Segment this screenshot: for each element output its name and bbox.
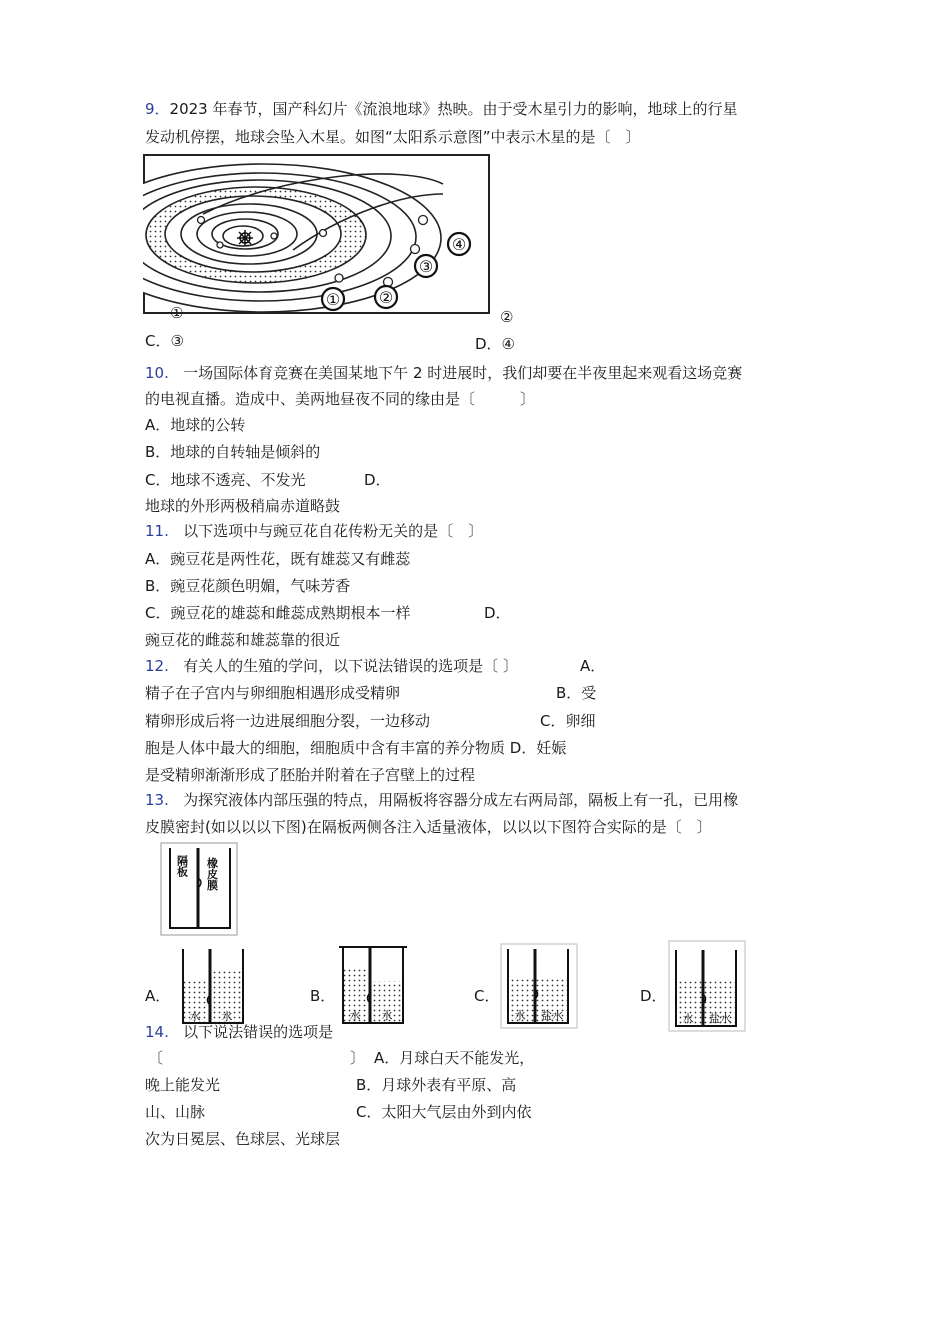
q11-option-b: B．豌豆花颜色明媚，气味芳香 [145, 577, 351, 595]
q9-line2: 发动机停摆，地球会坠入木星。如图“太阳系示意图”中表示木星的是〔 〕 [145, 128, 641, 146]
q14-line3-left: 晚上能发光 [145, 1076, 221, 1094]
q10-option-a: A．地球的公转 [145, 416, 246, 434]
membrane-label: 橡皮膜 [205, 857, 219, 891]
q12-line3: 精卵形成后将一边进展细胞分裂，一边移动 [145, 712, 431, 730]
beaker-c-left-liquid: 水 [514, 1009, 526, 1022]
sun-icon [237, 230, 253, 246]
beaker-c [500, 943, 578, 1029]
q9-line1: 9．2023 年春节，国产科幻片《流浪地球》热映。由于受木星引力的影响，地球上的行星 [145, 100, 738, 118]
beaker-a [177, 945, 249, 1027]
q11-number: 11. [145, 522, 169, 540]
q11-line1: 11. 以下选项中与豌豆花自花传粉无关的是〔 〕 [145, 522, 484, 540]
q11-option-d-label: D． [484, 604, 511, 622]
beaker-b [337, 943, 409, 1027]
beaker-c-right-liquid: 盐水 [541, 1009, 563, 1022]
beaker-a-left-liquid: 水 [189, 1010, 201, 1023]
q12-line1: 12. 有关人的生殖的学问，以下说法错误的选项是〔 〕 [145, 657, 518, 675]
q14-option-c: C．太阳大气层由外到内依 [356, 1103, 532, 1121]
beaker-a-right-liquid: 水 [221, 1010, 233, 1023]
q14-number: 14. [145, 1023, 169, 1041]
planet-label-2: ② [378, 288, 394, 307]
q14-bracket-open: 〔 [148, 1049, 164, 1067]
q14-bracket-close: 〕 [350, 1049, 366, 1067]
solar-system-figure [143, 154, 493, 320]
q13-line1: 13. 为探究液体内部压强的特点，用隔板将容器分成左右两局部，隔板上有一孔，已用橡 [145, 791, 739, 809]
q11-option-a: A．豌豆花是两性花，既有雄蕊又有雌蕊 [145, 550, 411, 568]
q12-line5: 是受精卵渐渐形成了胚胎并附着在子宫壁上的过程 [145, 766, 476, 784]
q14-line5: 次为日冕层、色球层、光球层 [145, 1130, 341, 1148]
q10-option-d-label: D． [364, 471, 391, 489]
beaker-b-left-liquid: 水 [349, 1009, 361, 1022]
q10-line1: 10. 一场国际体育竞赛在美国某地下午 2 时进展时，我们却要在半夜里起来观看这场竞赛 [145, 364, 743, 382]
q13-option-c-label: C． [474, 987, 500, 1005]
q13-option-d-label: D． [640, 987, 667, 1005]
q13-line2: 皮膜密封(如以以以下图)在隔板两侧各注入适量液体，以以以下图符合实际的是〔 〕 [145, 818, 712, 836]
beaker-b-right-liquid: 水 [381, 1009, 393, 1022]
q10-option-b: B．地球的自转轴是倾斜的 [145, 443, 321, 461]
q14-line4-left: 山、山脉 [145, 1103, 206, 1121]
q11-option-c: C．豌豆花的雄蕊和雌蕊成熟期根本一样 [145, 604, 411, 622]
beaker-d [668, 940, 746, 1032]
q9-number: 9． [145, 100, 170, 118]
q10-line2: 的电视直播。造成中、美两地昼夜不同的缘由是〔 〕 [145, 390, 536, 408]
planet-label-1: ① [325, 290, 341, 309]
planet-label-4: ④ [451, 235, 467, 254]
q12-line1-tail: A． [580, 657, 606, 675]
q9-option-a: ① [170, 304, 184, 322]
beaker-d-right-liquid: 盐水 [709, 1012, 731, 1025]
beaker-d-left-liquid: 水 [682, 1012, 694, 1025]
q13-option-a-label: A． [145, 987, 171, 1005]
q10-option-d-text: 地球的外形两极稍扁赤道略鼓 [145, 497, 341, 515]
partition-label: 隔板 [175, 855, 189, 877]
q13-option-b-label: B． [310, 987, 336, 1005]
q12-line3-tail: C．卵细 [540, 712, 596, 730]
planet-label-3: ③ [418, 257, 434, 276]
q14-option-b: B．月球外表有平原、高 [356, 1076, 517, 1094]
q12-line2-tail: B．受 [556, 684, 597, 702]
q9-option-c: C．③ [145, 332, 184, 350]
q10-option-c: C．地球不透亮、不发光 [145, 471, 306, 489]
q11-option-d-text: 豌豆花的雌蕊和雄蕊靠的很近 [145, 631, 341, 649]
q13-number: 13. [145, 791, 169, 809]
q12-line2: 精子在子宫内与卵细胞相遇形成受精卵 [145, 684, 401, 702]
q12-line4: 胞是人体中最大的细胞，细胞质中含有丰富的养分物质 D．妊娠 [145, 739, 567, 757]
q14-line1: 14. 以下说法错误的选项是 [145, 1023, 334, 1041]
q9-option-d: D．④ [475, 335, 515, 353]
q10-number: 10. [145, 364, 169, 382]
q9-option-b: ② [500, 308, 514, 326]
container-diagram [160, 842, 238, 936]
q14-option-a: A．月球白天不能发光， [374, 1049, 535, 1067]
q12-number: 12. [145, 657, 169, 675]
